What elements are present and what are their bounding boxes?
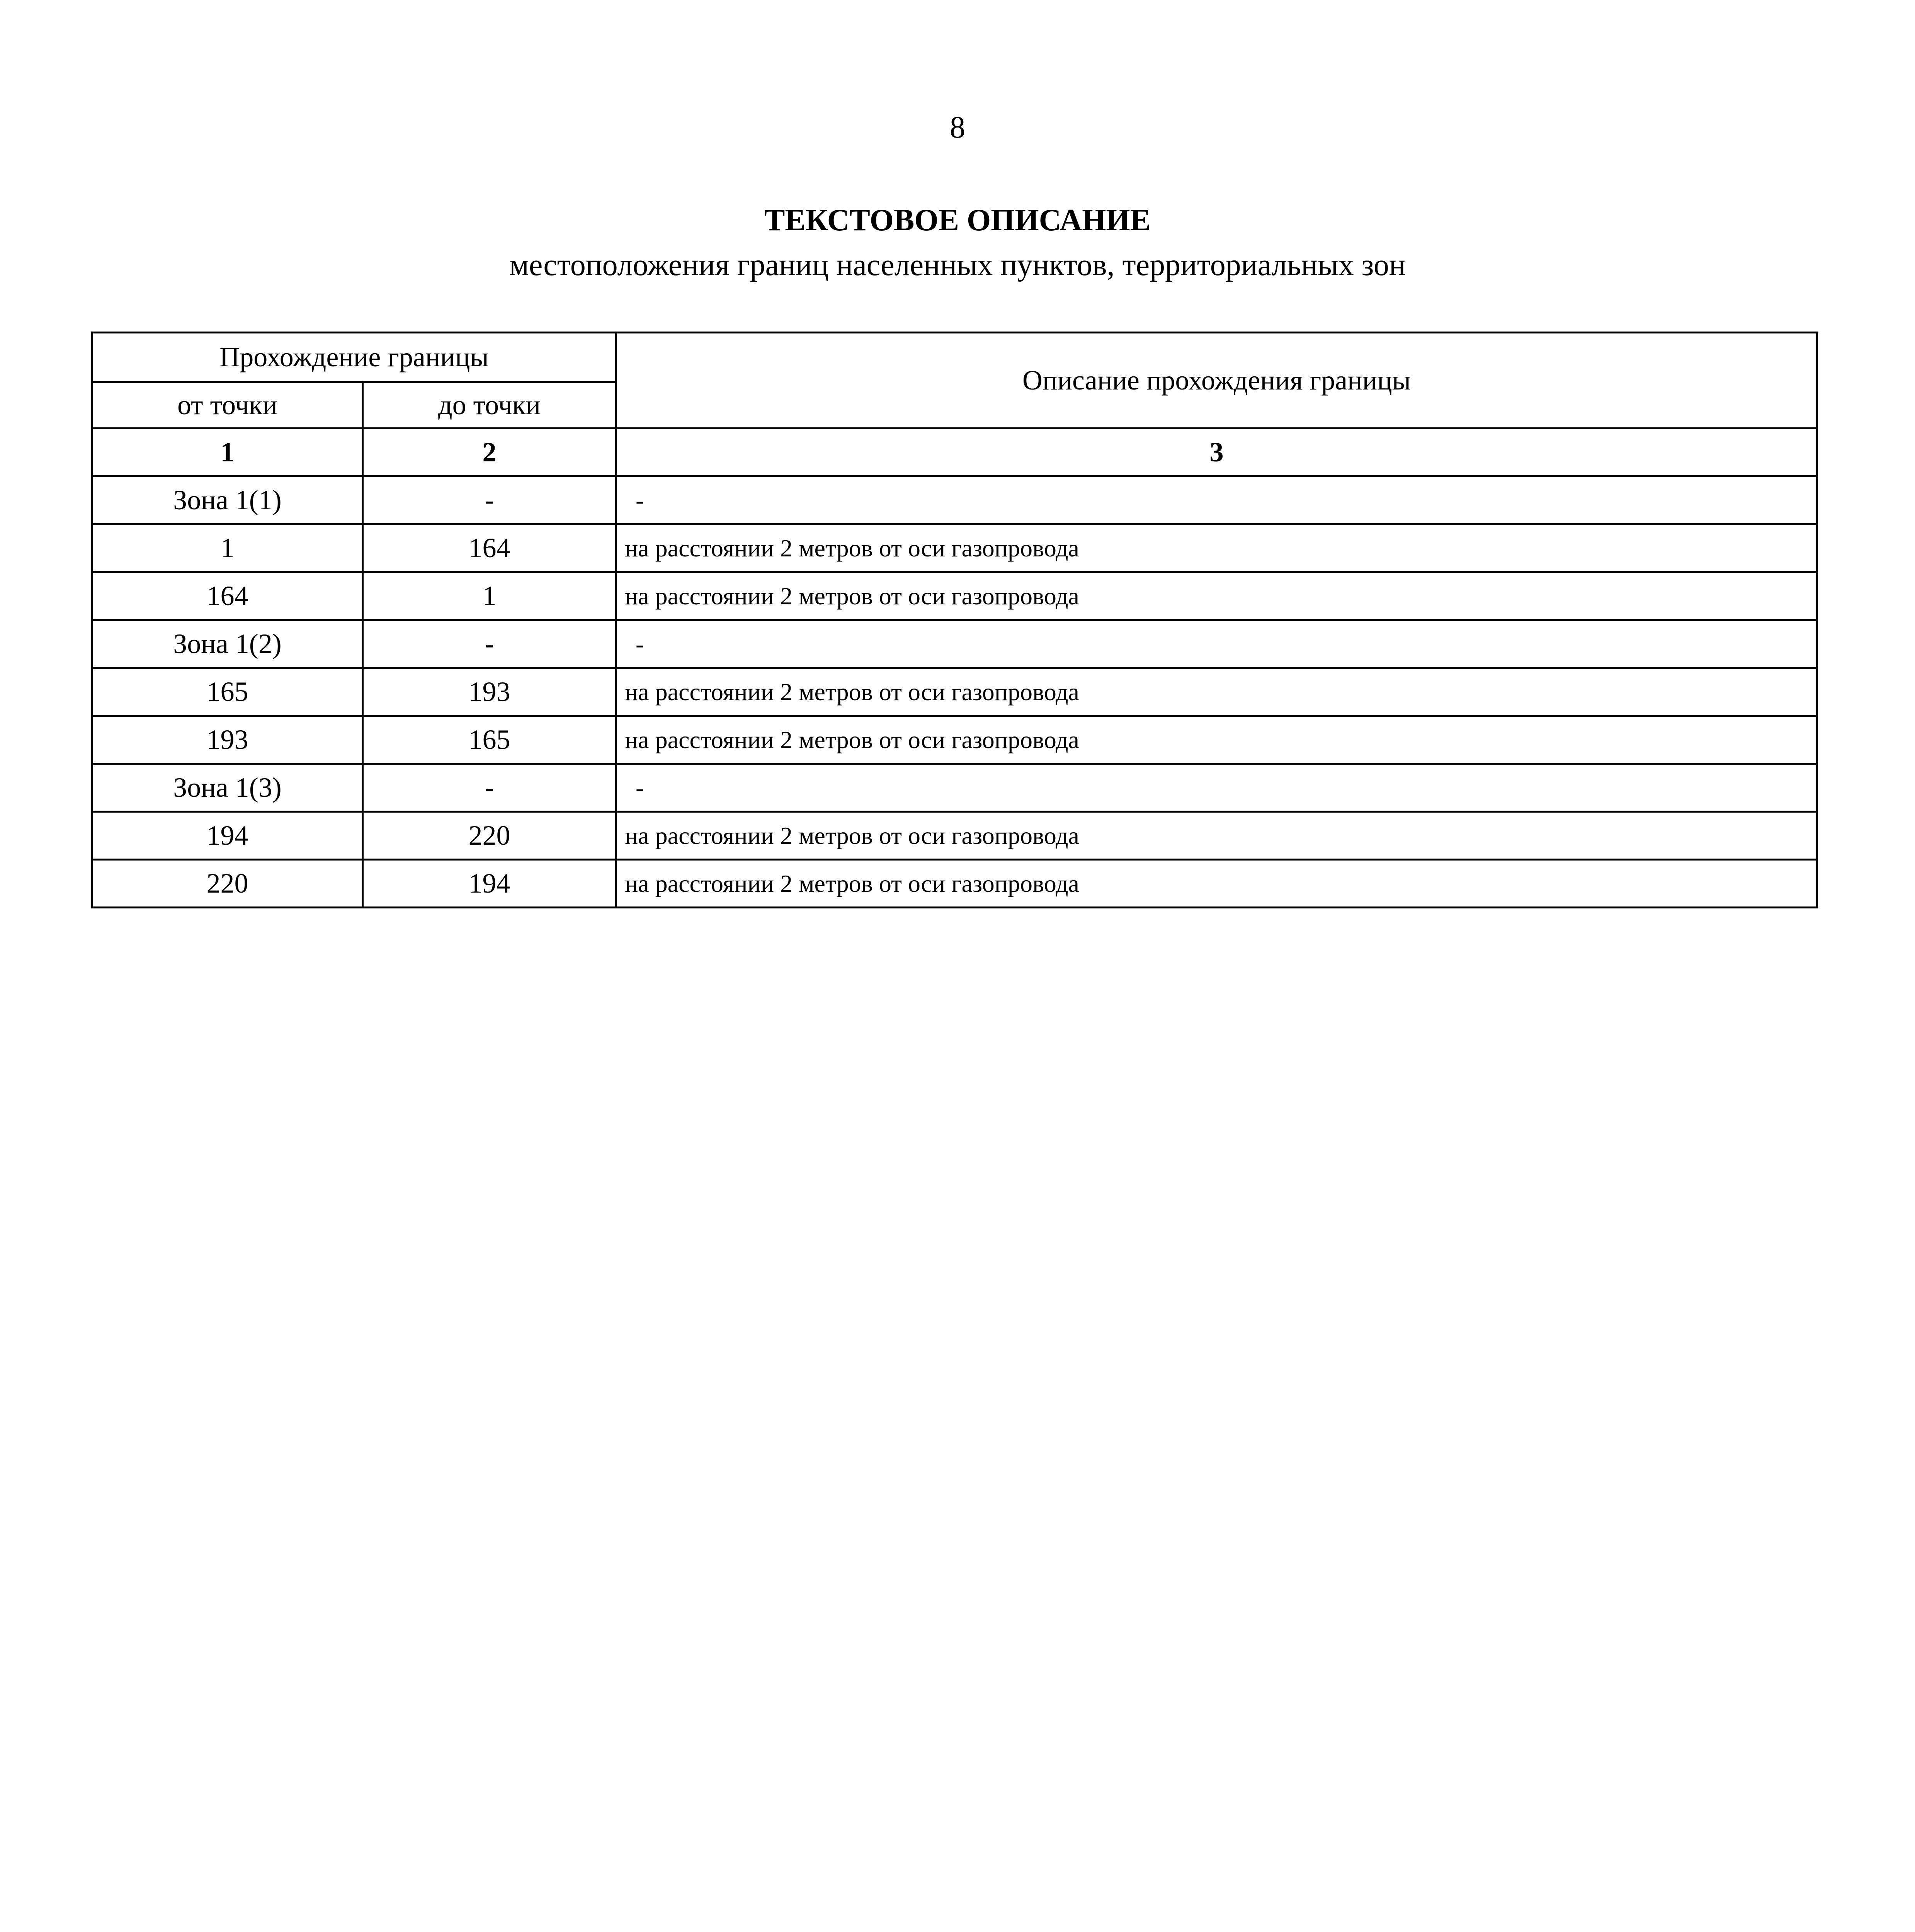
to-point-cell: 220 [363,812,616,860]
from-point-cell: 1 [92,524,363,572]
to-point-header: до точки [363,382,616,429]
description-cell: - [616,764,1817,812]
to-point-cell: 1 [363,572,616,620]
description-cell: - [616,620,1817,668]
table-row [92,668,1817,716]
column-number: 1 [92,429,363,476]
to-point-cell: 164 [363,524,616,572]
to-point-cell: 165 [363,716,616,764]
boundary-description-table [91,332,1818,908]
document-title: ТЕКСТОВОЕ ОПИСАНИЕ [764,203,1151,237]
table-row [92,476,1817,524]
from-point-cell: 220 [92,860,363,908]
to-point-cell: 193 [363,668,616,716]
description-cell: на расстоянии 2 метров от оси газопровода [616,668,1817,716]
column-number-row [92,429,1817,476]
page-number: 8 [950,111,965,145]
from-point-cell: 165 [92,668,363,716]
table-row [92,620,1817,668]
from-point-cell: 193 [92,716,363,764]
description-cell: на расстоянии 2 метров от оси газопровода [616,860,1817,908]
table-body [92,333,1817,908]
column-number: 2 [363,429,616,476]
table-row [92,860,1817,908]
description-cell: на расстоянии 2 метров от оси газопровода [616,812,1817,860]
boundary-passage-header: Прохождение границы [92,333,616,382]
from-point-cell: 194 [92,812,363,860]
header-row-1 [92,333,1817,382]
from-point-cell: Зона 1(1) [92,476,363,524]
table-row [92,812,1817,860]
to-point-cell: 194 [363,860,616,908]
from-point-cell: 164 [92,572,363,620]
table-row [92,716,1817,764]
table-row [92,764,1817,812]
column-number: 3 [616,429,1817,476]
to-point-cell: - [363,620,616,668]
to-point-cell: - [363,476,616,524]
boundary-description-header: Описание прохождения границы [616,333,1817,429]
table-row [92,524,1817,572]
from-point-cell: Зона 1(2) [92,620,363,668]
description-cell: на расстоянии 2 метров от оси газопровода [616,524,1817,572]
from-point-header: от точки [92,382,363,429]
to-point-cell: - [363,764,616,812]
document-subtitle: местоположения границ населенных пунктов, территориальных зон [509,248,1406,282]
description-cell: на расстоянии 2 метров от оси газопровода [616,572,1817,620]
table-row [92,572,1817,620]
from-point-cell: Зона 1(3) [92,764,363,812]
description-cell: - [616,476,1817,524]
description-cell: на расстоянии 2 метров от оси газопровода [616,716,1817,764]
